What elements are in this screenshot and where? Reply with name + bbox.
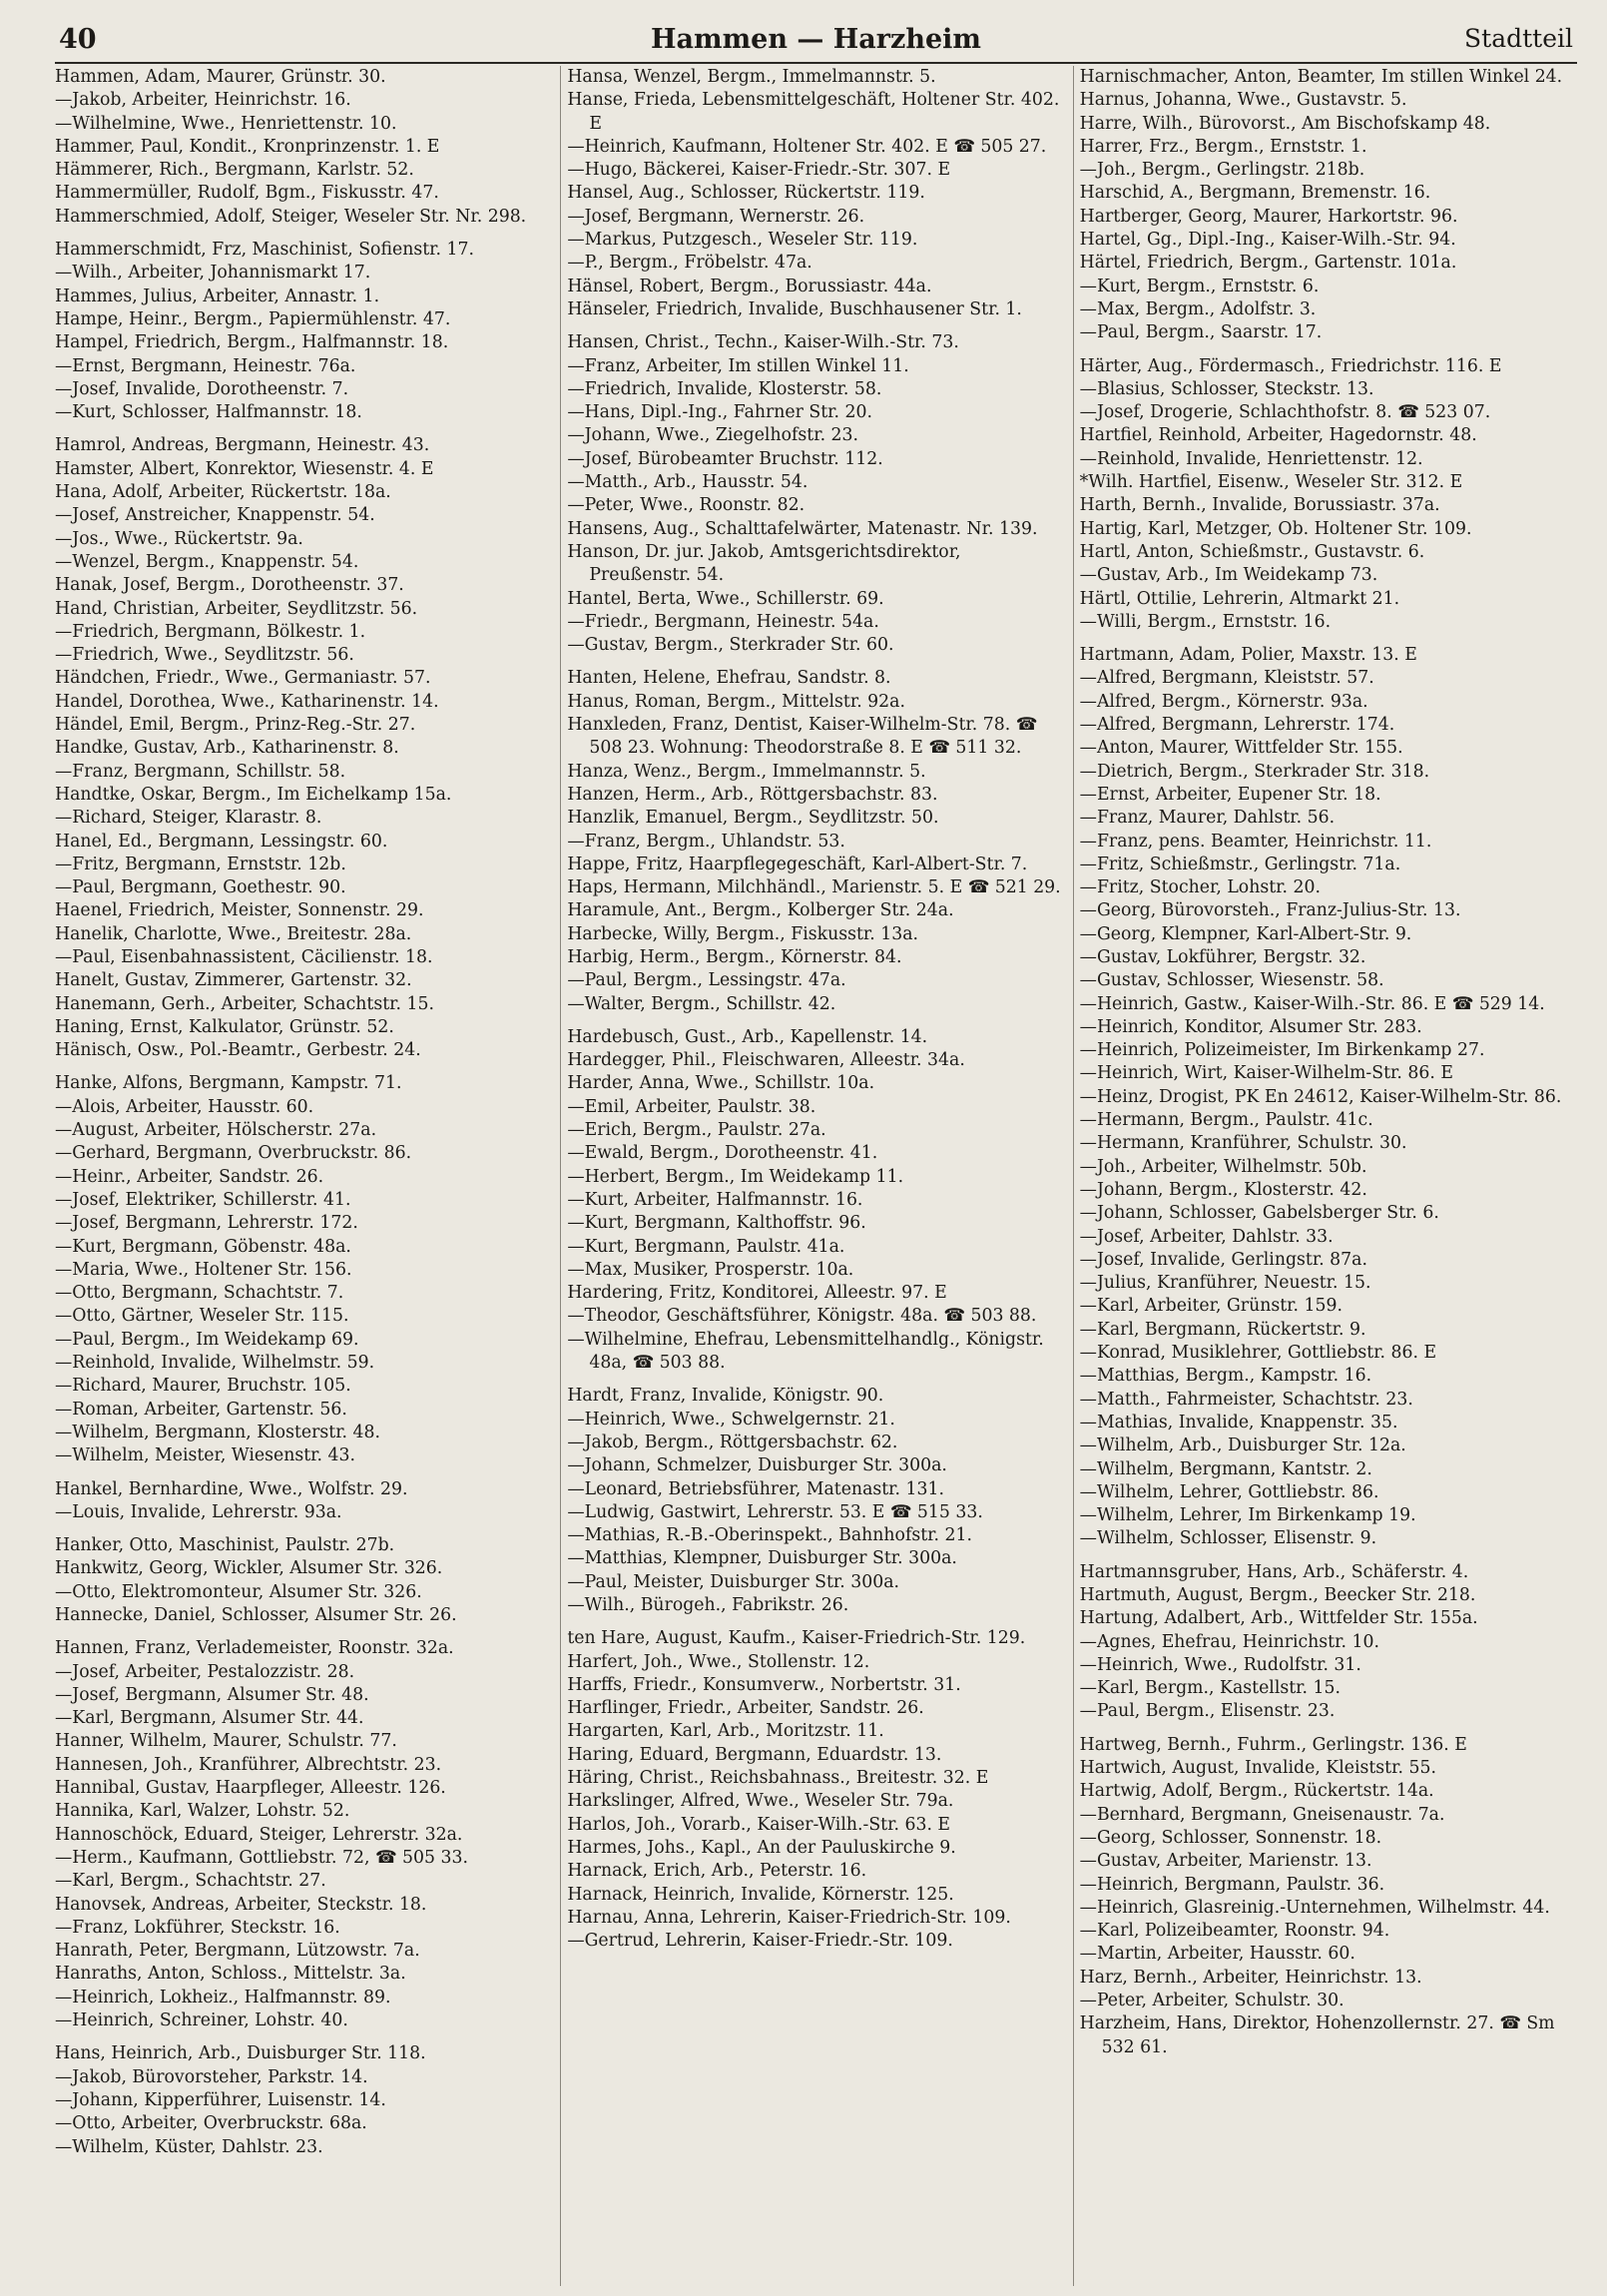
directory-entry: Hartwig, Adolf, Bergm., Rückertstr. 14a.	[1079, 1781, 1434, 1802]
directory-entry: —Ernst, Arbeiter, Eupener Str. 18.	[1079, 784, 1381, 805]
directory-entry: Harrer, Frz., Bergm., Ernststr. 1.	[1079, 136, 1367, 157]
directory-entry: Hanraths, Anton, Schloss., Mittelstr. 3a.	[55, 1964, 406, 1985]
directory-entry: —Fritz, Schießmstr., Gerlingstr. 71a.	[1079, 854, 1401, 874]
directory-entry: Hanzen, Herm., Arb., Röttgersbachstr. 83.	[567, 784, 938, 805]
directory-entry: —Karl, Bergmann, Alsumer Str. 44.	[55, 1708, 364, 1729]
directory-entry: —Markus, Putzgesch., Weseler Str. 119.	[567, 230, 918, 251]
directory-entry: Haramule, Ant., Bergm., Kolberger Str. 24a.	[567, 900, 954, 921]
directory-entry: Härter, Aug., Fördermasch., Friedrichstr. 116. E	[1079, 355, 1502, 376]
directory-entry: Hanza, Wenz., Bergm., Immelmannstr. 5.	[567, 761, 926, 782]
directory-entry: —Johann, Wwe., Ziegelhofstr. 23.	[567, 425, 859, 446]
directory-entry: Hantel, Berta, Wwe., Schillerstr. 69.	[567, 588, 884, 609]
directory-entry: —Heinrich, Polizeimeister, Im Birkenkamp 27.	[1079, 1040, 1485, 1061]
directory-entry: —Richard, Steiger, Klarastr. 8.	[55, 808, 322, 829]
directory-entry: Hansel, Aug., Schlosser, Rückertstr. 119.	[567, 183, 925, 204]
directory-entry: —Franz, Lokführer, Steckstr. 16.	[55, 1917, 340, 1938]
directory-entry: Hanrath, Peter, Bergmann, Lützowstr. 7a.	[55, 1941, 420, 1962]
directory-entry: —Paul, Meister, Duisburger Str. 300a.	[567, 1571, 900, 1592]
directory-entry: —Georg, Klempner, Karl-Albert-Str. 9.	[1079, 923, 1412, 944]
directory-entry: Harffs, Friedr., Konsumverw., Norbertstr. 31.	[567, 1674, 961, 1695]
directory-entry: Hänisch, Osw., Pol.-Beamtr., Gerbestr. 24.	[55, 1040, 421, 1061]
directory-entry: —Heinrich, Wwe., Schwelgernstr. 21.	[567, 1409, 895, 1430]
directory-entry: —Wilhelm, Bergmann, Klosterstr. 48.	[55, 1422, 381, 1442]
directory-entry: —Karl, Bergmann, Rückertstr. 9.	[1079, 1319, 1366, 1340]
directory-entry: —Wilhelmine, Ehefrau, Lebensmittelhandlg., Königstr. 48a, ☎ 503 88.	[567, 1329, 1044, 1374]
district-label: Stadtteil	[1464, 24, 1573, 53]
directory-entry: —Alois, Arbeiter, Hausstr. 60.	[55, 1096, 314, 1117]
directory-entry: —Herbert, Bergm., Im Weidekamp 11.	[567, 1166, 904, 1187]
directory-entry: —Jos., Wwe., Rückertstr. 9a.	[55, 528, 303, 549]
directory-entry: Hanovsek, Andreas, Arbeiter, Steckstr. 18.	[55, 1894, 427, 1915]
directory-entry: Händchen, Friedr., Wwe., Germaniastr. 57.	[55, 668, 431, 689]
directory-entry: Hardt, Franz, Invalide, Königstr. 90.	[567, 1386, 884, 1407]
directory-entry: Haring, Eduard, Bergmann, Eduardstr. 13.	[567, 1744, 942, 1765]
directory-entry: Hartfiel, Reinhold, Arbeiter, Hagedornstr. 48.	[1079, 425, 1477, 446]
directory-entry: Harnau, Anna, Lehrerin, Kaiser-Friedrich-Str. 109.	[567, 1907, 1011, 1928]
directory-entry: ten Hare, August, Kaufm., Kaiser-Friedrich-Str. 129.	[567, 1628, 1026, 1649]
directory-entry: Haning, Ernst, Kalkulator, Grünstr. 52.	[55, 1016, 394, 1037]
column-2	[560, 66, 1072, 2286]
directory-entry: —Ludwig, Gastwirt, Lehrerstr. 53. E ☎ 515 33.	[567, 1501, 983, 1522]
directory-entry: Hammer, Paul, Kondit., Kronprinzenstr. 1. E	[55, 136, 440, 157]
directory-entry: —Gustav, Lokführer, Bergstr. 32.	[1079, 946, 1366, 967]
directory-entry: —Wilhelm, Schlosser, Elisenstr. 9.	[1079, 1528, 1377, 1549]
directory-entry: —Gerhard, Bergmann, Overbruckstr. 86.	[55, 1143, 412, 1164]
directory-entry: —Josef, Elektriker, Schillerstr. 41.	[55, 1189, 351, 1210]
directory-entry: Hartmann, Adam, Polier, Maxstr. 13. E	[1079, 645, 1417, 666]
directory-entry: Hanzlik, Emanuel, Bergm., Seydlitzstr. 50.	[567, 808, 939, 829]
directory-entry: —Friedr., Bergmann, Heinestr. 54a.	[567, 611, 879, 632]
directory-entry: —Paul, Eisenbahnassistent, Cäcilienstr. 18.	[55, 946, 433, 967]
directory-entry: —Georg, Schlosser, Sonnenstr. 18.	[1079, 1827, 1382, 1848]
directory-entry: —Max, Musiker, Prosperstr. 10a.	[567, 1259, 854, 1280]
directory-entry: Hänseler, Friedrich, Invalide, Buschhausener Str. 1.	[567, 298, 1022, 319]
directory-entry: —Peter, Arbeiter, Schulstr. 30.	[1079, 1991, 1344, 2011]
directory-entry: —Dietrich, Bergm., Sterkrader Str. 318.	[1079, 761, 1430, 782]
directory-entry: Hänsel, Robert, Bergm., Borussiastr. 44a.	[567, 276, 932, 296]
directory-entry: —Johann, Schmelzer, Duisburger Str. 300a.	[567, 1455, 947, 1476]
column-3	[1073, 66, 1585, 2286]
directory-entry: —Hermann, Bergm., Paulstr. 41c.	[1079, 1110, 1373, 1131]
directory-entry: —Heinrich, Glasreinig.-Unternehmen, Wilhelmstr. 44.	[1079, 1897, 1550, 1918]
directory-entry: Hanke, Alfons, Bergmann, Kampstr. 71.	[55, 1073, 402, 1094]
directory-entry: —Maria, Wwe., Holtener Str. 156.	[55, 1259, 352, 1280]
directory-entry: Harfert, Joh., Wwe., Stollenstr. 12.	[567, 1651, 870, 1672]
directory-entry: —Gustav, Bergm., Sterkrader Str. 60.	[567, 635, 894, 656]
directory-entry: Härtel, Friedrich, Bergm., Gartenstr. 101a.	[1079, 253, 1457, 274]
directory-entry: Hansens, Aug., Schalttafelwärter, Matenastr. Nr. 139.	[567, 518, 1038, 539]
directory-entry: Hartl, Anton, Schießmstr., Gustavstr. 6.	[1079, 541, 1425, 562]
directory-entry: Hargarten, Karl, Arb., Moritzstr. 11.	[567, 1721, 884, 1742]
directory-entry: —Karl, Bergm., Kastellstr. 15.	[1079, 1678, 1340, 1699]
directory-entry: —Hermann, Kranführer, Schulstr. 30.	[1079, 1133, 1407, 1154]
directory-entry: —Leonard, Betriebsführer, Matenastr. 131.	[567, 1478, 945, 1499]
directory-entry: Hammen, Adam, Maurer, Grünstr. 30.	[55, 67, 386, 87]
directory-entry: —Josef, Arbeiter, Dahlstr. 33.	[1079, 1226, 1334, 1247]
directory-entry: —Paul, Bergm., Lessingstr. 47a.	[567, 970, 846, 991]
directory-entry: Hanse, Frieda, Lebensmittelgeschäft, Holtener Str. 402. E	[567, 90, 1060, 134]
directory-entry: Harlos, Joh., Vorarb., Kaiser-Wilh.-Str. 63. E	[567, 1814, 951, 1835]
directory-entry: Hardering, Fritz, Konditorei, Alleestr. 97. E	[567, 1283, 947, 1304]
directory-entry: Handel, Dorothea, Wwe., Katharinenstr. 14.	[55, 691, 439, 712]
directory-entry: Hartig, Karl, Metzger, Ob. Holtener Str. 109.	[1079, 518, 1472, 539]
directory-entry: Harmes, Johs., Kapl., An der Pauluskirche 9.	[567, 1837, 956, 1858]
directory-entry: —Gertrud, Lehrerin, Kaiser-Friedr.-Str. 109.	[567, 1931, 953, 1952]
directory-entry: —Matthias, Bergm., Kampstr. 16.	[1079, 1366, 1372, 1387]
directory-entry: Hans, Heinrich, Arb., Duisburger Str. 118.	[55, 2043, 426, 2064]
directory-entry: —Heinrich, Wwe., Rudolfstr. 31.	[1079, 1654, 1361, 1675]
directory-entry: —Franz, pens. Beamter, Heinrichstr. 11.	[1079, 831, 1432, 852]
directory-entry: —Joh., Bergm., Gerlingstr. 218b.	[1079, 160, 1365, 181]
directory-entry: Hampel, Friedrich, Bergm., Halfmannstr. 18.	[55, 332, 449, 353]
directory-entry: —Jakob, Arbeiter, Heinrichstr. 16.	[55, 90, 351, 111]
directory-entry: —Kurt, Bergmann, Paulstr. 41a.	[567, 1236, 845, 1257]
directory-entry: —Johann, Kipperführer, Luisenstr. 14.	[55, 2089, 386, 2110]
directory-entry: —Josef, Bergmann, Lehrerstr. 172.	[55, 1213, 358, 1234]
directory-entry: Hartwich, August, Invalide, Kleiststr. 55.	[1079, 1758, 1436, 1779]
directory-entry: Harkslinger, Alfred, Wwe., Weseler Str. 79a.	[567, 1791, 954, 1812]
directory-entry: Hankwitz, Georg, Wickler, Alsumer Str. 326.	[55, 1558, 443, 1579]
directory-entry: —Matthias, Klempner, Duisburger Str. 300a.	[567, 1548, 957, 1569]
column-1	[55, 66, 560, 2286]
page-title: Hammen — Harzheim	[651, 24, 981, 55]
directory-entry: Hanak, Josef, Bergm., Dorotheenstr. 37.	[55, 575, 404, 596]
directory-entry: —Friedrich, Wwe., Seydlitzstr. 56.	[55, 645, 354, 666]
directory-entry: Hankel, Bernhardine, Wwe., Wolfstr. 29.	[55, 1478, 408, 1499]
directory-entry: Hanner, Wilhelm, Maurer, Schulstr. 77.	[55, 1731, 397, 1752]
directory-entry: Hartmannsgruber, Hans, Arb., Schäferstr. 4.	[1079, 1561, 1469, 1582]
directory-entry: —Agnes, Ehefrau, Heinrichstr. 10.	[1079, 1631, 1379, 1652]
directory-entry: —Wilh., Arbeiter, Johannismarkt 17.	[55, 263, 371, 284]
directory-entry: Hannecke, Daniel, Schlosser, Alsumer Str. 26.	[55, 1605, 457, 1625]
directory-entry: Hanten, Helene, Ehefrau, Sandstr. 8.	[567, 668, 891, 689]
directory-entry: Harflinger, Friedr., Arbeiter, Sandstr. 26.	[567, 1698, 924, 1719]
directory-entry: Hardegger, Phil., Fleischwaren, Alleestr. 34a.	[567, 1050, 965, 1071]
directory-entry: Hanus, Roman, Bergm., Mittelstr. 92a.	[567, 691, 905, 712]
directory-entry: —Kurt, Arbeiter, Halfmannstr. 16.	[567, 1189, 863, 1210]
directory-entry: —Max, Bergm., Adolfstr. 3.	[1079, 298, 1317, 319]
directory-entry: —Heinrich, Wirt, Kaiser-Wilhelm-Str. 86. E	[1079, 1063, 1453, 1084]
directory-entry: —Ewald, Bergm., Dorotheenstr. 41.	[567, 1143, 878, 1164]
directory-entry: —Fritz, Stocher, Lohstr. 20.	[1079, 877, 1321, 898]
directory-entry: —Paul, Bergm., Saarstr. 17.	[1079, 322, 1323, 343]
directory-entry: —Josef, Arbeiter, Pestalozzistr. 28.	[55, 1661, 355, 1682]
directory-entry: —Paul, Bergmann, Goethestr. 90.	[55, 877, 346, 898]
directory-entry: Hanel, Ed., Bergmann, Lessingstr. 60.	[55, 831, 388, 852]
directory-entry: Hannesen, Joh., Kranführer, Albrechtstr. 23.	[55, 1754, 442, 1775]
directory-entry: —Jakob, Bergm., Röttgersbachstr. 62.	[567, 1432, 898, 1452]
directory-entry: Harbecke, Willy, Bergm., Fiskusstr. 13a.	[567, 923, 919, 944]
directory-entry: —Mathias, Invalide, Knappenstr. 35.	[1079, 1412, 1398, 1433]
directory-entry: —Franz, Bergm., Uhlandstr. 53.	[567, 831, 845, 852]
directory-entry: —Anton, Maurer, Wittfelder Str. 155.	[1079, 738, 1403, 759]
directory-entry: —Fritz, Bergmann, Ernststr. 12b.	[55, 854, 346, 874]
directory-entry: Hammes, Julius, Arbeiter, Annastr. 1.	[55, 286, 380, 306]
directory-entry: Harschid, A., Bergmann, Bremenstr. 16.	[1079, 183, 1431, 204]
directory-entry: —Franz, Bergmann, Schillstr. 58.	[55, 761, 346, 782]
directory-entry: Hansen, Christ., Techn., Kaiser-Wilh.-Str. 73.	[567, 332, 959, 353]
directory-entry: —Reinhold, Invalide, Wilhelmstr. 59.	[55, 1353, 375, 1374]
directory-entry: —Walter, Bergm., Schillstr. 42.	[567, 993, 836, 1014]
directory-entry: —Hans, Dipl.-Ing., Fahrner Str. 20.	[567, 402, 873, 423]
directory-entry: —Gustav, Arbeiter, Marienstr. 13.	[1079, 1851, 1372, 1872]
directory-entry: —Wenzel, Bergm., Knappenstr. 54.	[55, 551, 359, 572]
directory-entry: Hanemann, Gerh., Arbeiter, Schachtstr. 15.	[55, 993, 434, 1014]
directory-entry: —Heinrich, Schreiner, Lohstr. 40.	[55, 2010, 348, 2031]
directory-entry: —Franz, Arbeiter, Im stillen Winkel 11.	[567, 355, 909, 376]
directory-entry: Handke, Gustav, Arb., Katharinenstr. 8.	[55, 738, 399, 759]
directory-entry: Hannibal, Gustav, Haarpfleger, Alleestr. 126.	[55, 1778, 446, 1799]
directory-entry: —Otto, Bergmann, Schachtstr. 7.	[55, 1283, 344, 1304]
directory-entry: —Alfred, Bergmann, Lehrerstr. 174.	[1079, 715, 1395, 736]
directory-entry: —Wilhelm, Lehrer, Gottliebstr. 86.	[1079, 1481, 1379, 1502]
directory-entry: —Josef, Drogerie, Schlachthofstr. 8. ☎ 523 07.	[1079, 402, 1491, 423]
directory-entry: Harth, Bernh., Invalide, Borussiastr. 37a.	[1079, 495, 1440, 516]
directory-entry: —Josef, Bürobeamter Bruchstr. 112.	[567, 448, 883, 469]
directory-entry: Hartel, Gg., Dipl.-Ing., Kaiser-Wilh.-Str. 94.	[1079, 230, 1456, 251]
directory-entry: —Wilhelm, Bergmann, Kantstr. 2.	[1079, 1458, 1372, 1479]
directory-entry: —Kurt, Bergmann, Kalthoffstr. 96.	[567, 1213, 866, 1234]
directory-entry: —Karl, Arbeiter, Grünstr. 159.	[1079, 1296, 1342, 1317]
directory-entry: Hartung, Adalbert, Arb., Wittfelder Str. 155a.	[1079, 1608, 1478, 1629]
directory-entry: Hämmerer, Rich., Bergmann, Karlstr. 52.	[55, 160, 414, 181]
directory-entry: —Kurt, Schlosser, Halfmannstr. 18.	[55, 402, 362, 423]
directory-entry: —Heinrich, Kaufmann, Holtener Str. 402. E ☎ 505 27.	[567, 136, 1047, 157]
directory-entry: *Wilh. Hartfiel, Eisenw., Weseler Str. 312. E	[1079, 472, 1463, 493]
directory-entry: Händel, Emil, Bergm., Prinz-Reg.-Str. 27.	[55, 715, 416, 736]
directory-entry: —Emil, Arbeiter, Paulstr. 38.	[567, 1096, 816, 1117]
directory-entry: —Blasius, Schlosser, Steckstr. 13.	[1079, 378, 1374, 399]
directory-entry: —Louis, Invalide, Lehrerstr. 93a.	[55, 1501, 342, 1522]
directory-entry: —Matth., Fahrmeister, Schachtstr. 23.	[1079, 1389, 1413, 1410]
directory-entry: Hansa, Wenzel, Bergm., Immelmannstr. 5.	[567, 67, 936, 87]
directory-entry: —Johann, Bergm., Klosterstr. 42.	[1079, 1179, 1367, 1200]
directory-entry: —Karl, Polizeibeamter, Roonstr. 94.	[1079, 1921, 1390, 1942]
directory-entry: Harder, Anna, Wwe., Schillstr. 10a.	[567, 1073, 875, 1094]
directory-entry: Häring, Christ., Reichsbahnass., Breitestr. 32. E	[567, 1768, 989, 1789]
directory-entry: —Heinrich, Konditor, Alsumer Str. 283.	[1079, 1016, 1422, 1037]
directory-entry: —Otto, Arbeiter, Overbruckstr. 68a.	[55, 2113, 367, 2134]
directory-entry: Harz, Bernh., Arbeiter, Heinrichstr. 13.	[1079, 1967, 1422, 1988]
directory-entry: —Kurt, Bergmann, Göbenstr. 48a.	[55, 1236, 351, 1257]
directory-entry: Hana, Adolf, Arbeiter, Rückertstr. 18a.	[55, 482, 391, 503]
directory-entry: —Peter, Wwe., Roonstr. 82.	[567, 495, 805, 516]
directory-entry: Hartberger, Georg, Maurer, Harkortstr. 96.	[1079, 206, 1458, 227]
directory-entry: —Kurt, Bergm., Ernststr. 6.	[1079, 276, 1320, 296]
directory-entry: —Josef, Bergmann, Wernerstr. 26.	[567, 206, 865, 227]
directory-entry: Hamster, Albert, Konrektor, Wiesenstr. 4. E	[55, 458, 434, 479]
directory-entry: Hannika, Karl, Walzer, Lohstr. 52.	[55, 1801, 350, 1822]
directory-entry: Hannoschöck, Eduard, Steiger, Lehrerstr. 32a.	[55, 1824, 463, 1845]
directory-entry: Hampe, Heinr., Bergm., Papiermühlenstr. 47.	[55, 308, 451, 329]
directory-entry: —Konrad, Musiklehrer, Gottliebstr. 86. E	[1079, 1343, 1437, 1364]
directory-entry: Harnischmacher, Anton, Beamter, Im stillen Winkel 24.	[1079, 67, 1563, 87]
directory-columns	[55, 66, 1585, 2286]
directory-entry: Haps, Hermann, Milchhändl., Marienstr. 5. E ☎ 521 29.	[567, 877, 1061, 898]
directory-entry: —Josef, Anstreicher, Knappenstr. 54.	[55, 505, 375, 526]
directory-entry: —Julius, Kranführer, Neuestr. 15.	[1079, 1273, 1371, 1294]
directory-entry: —Matth., Arb., Hausstr. 54.	[567, 472, 808, 493]
directory-entry: —Josef, Bergmann, Alsumer Str. 48.	[55, 1684, 369, 1705]
directory-entry: Haenel, Friedrich, Meister, Sonnenstr. 29.	[55, 900, 424, 921]
directory-entry: Happe, Fritz, Haarpflegegeschäft, Karl-Albert-Str. 7.	[567, 854, 1028, 874]
directory-entry: —Johann, Schlosser, Gabelsberger Str. 6.	[1079, 1203, 1439, 1224]
directory-entry: —Roman, Arbeiter, Gartenstr. 56.	[55, 1399, 347, 1420]
directory-entry: Harzheim, Hans, Direktor, Hohenzollernstr. 27. ☎ Sm 532 61.	[1079, 2013, 1555, 2057]
directory-entry: —Willi, Bergm., Ernststr. 16.	[1079, 611, 1332, 632]
directory-entry: Hannen, Franz, Verlademeister, Roonstr. 32a.	[55, 1638, 454, 1659]
directory-entry: Hamrol, Andreas, Bergmann, Heinestr. 43.	[55, 435, 430, 456]
directory-entry: Hammermüller, Rudolf, Bgm., Fiskusstr. 47.	[55, 183, 439, 204]
directory-entry: —Joh., Arbeiter, Wilhelmstr. 50b.	[1079, 1156, 1367, 1177]
directory-entry: —Heinrich, Bergmann, Paulstr. 36.	[1079, 1874, 1385, 1895]
directory-entry: —Richard, Maurer, Bruchstr. 105.	[55, 1376, 351, 1397]
directory-entry: Hanelik, Charlotte, Wwe., Breitestr. 28a.	[55, 923, 412, 944]
directory-entry: —Wilhelm, Meister, Wiesenstr. 43.	[55, 1445, 355, 1466]
directory-entry: Hartweg, Bernh., Fuhrm., Gerlingstr. 136. E	[1079, 1734, 1467, 1755]
directory-entry: —Wilhelm, Küster, Dahlstr. 23.	[55, 2136, 323, 2157]
directory-entry: Harnack, Erich, Arb., Peterstr. 16.	[567, 1861, 867, 1882]
directory-entry: —Karl, Bergm., Schachtstr. 27.	[55, 1871, 326, 1892]
page-header	[55, 18, 1577, 64]
directory-entry: Hardebusch, Gust., Arb., Kapellenstr. 14.	[567, 1026, 928, 1047]
directory-entry: Härtl, Ottilie, Lehrerin, Altmarkt 21.	[1079, 588, 1400, 609]
directory-entry: —Martin, Arbeiter, Hausstr. 60.	[1079, 1944, 1355, 1965]
directory-entry: —Theodor, Geschäftsführer, Königstr. 48a. ☎ 503 88.	[567, 1306, 1037, 1327]
directory-entry: —Reinhold, Invalide, Henriettenstr. 12.	[1079, 448, 1423, 469]
directory-entry: —Heinrich, Lokheiz., Halfmannstr. 89.	[55, 1987, 391, 2008]
directory-entry: —Wilh., Bürogeh., Fabrikstr. 26.	[567, 1595, 849, 1615]
directory-entry: —Wilhelmine, Wwe., Henriettenstr. 10.	[55, 113, 397, 134]
directory-entry: —Friedrich, Invalide, Klosterstr. 58.	[567, 378, 882, 399]
directory-entry: —Heinrich, Gastw., Kaiser-Wilh.-Str. 86. E ☎ 529 14.	[1079, 993, 1545, 1014]
directory-entry: —Wilhelm, Lehrer, Im Birkenkamp 19.	[1079, 1505, 1416, 1526]
directory-entry: —Gustav, Arb., Im Weidekamp 73.	[1079, 565, 1378, 586]
directory-entry: —Paul, Bergm., Im Weidekamp 69.	[55, 1329, 359, 1350]
directory-entry: Hammerschmied, Adolf, Steiger, Weseler Str. Nr. 298.	[55, 206, 527, 227]
page-number: 40	[59, 24, 97, 55]
directory-entry: —Friedrich, Bergmann, Bölkestr. 1.	[55, 621, 366, 642]
directory-entry: —P., Bergm., Fröbelstr. 47a.	[567, 253, 812, 274]
directory-entry: Hanxleden, Franz, Dentist, Kaiser-Wilhelm-Str. 78. ☎ 508 23. Wohnung: Theodorstraße 8. E ☎ 511 32.	[567, 715, 1038, 759]
directory-entry: —Wilhelm, Arb., Duisburger Str. 12a.	[1079, 1435, 1406, 1456]
directory-entry: —Alfred, Bergm., Körnerstr. 93a.	[1079, 691, 1368, 712]
directory-entry: Hand, Christian, Arbeiter, Seydlitzstr. 56.	[55, 598, 418, 619]
directory-entry: —Erich, Bergm., Paulstr. 27a.	[567, 1120, 826, 1141]
directory-entry: —Josef, Invalide, Dorotheenstr. 7.	[55, 378, 349, 399]
directory-entry: —August, Arbeiter, Hölscherstr. 27a.	[55, 1120, 377, 1141]
directory-entry: Handtke, Oskar, Bergm., Im Eichelkamp 15a.	[55, 784, 452, 805]
directory-entry: Hanelt, Gustav, Zimmerer, Gartenstr. 32.	[55, 970, 412, 991]
directory-entry: —Mathias, R.-B.-Oberinspekt., Bahnhofstr. 21.	[567, 1525, 973, 1546]
directory-entry: —Otto, Elektromonteur, Alsumer Str. 326.	[55, 1581, 422, 1602]
directory-entry: —Herm., Kaufmann, Gottliebstr. 72, ☎ 505 33.	[55, 1847, 468, 1868]
directory-entry: Hanson, Dr. jur. Jakob, Amtsgerichtsdirektor, Preußenstr. 54.	[567, 541, 961, 586]
directory-entry: —Josef, Invalide, Gerlingstr. 87a.	[1079, 1249, 1367, 1270]
directory-entry: —Heinz, Drogist, PK En 24612, Kaiser-Wilhelm-Str. 86.	[1079, 1086, 1562, 1107]
directory-entry: Hanker, Otto, Maschinist, Paulstr. 27b.	[55, 1535, 395, 1556]
directory-entry: Harnack, Heinrich, Invalide, Körnerstr. 125.	[567, 1884, 954, 1905]
directory-entry: Harnus, Johanna, Wwe., Gustavstr. 5.	[1079, 90, 1407, 111]
directory-entry: —Georg, Bürovorsteh., Franz-Julius-Str. 13.	[1079, 900, 1461, 921]
directory-entry: —Otto, Gärtner, Weseler Str. 115.	[55, 1306, 349, 1327]
directory-entry: —Jakob, Bürovorsteher, Parkstr. 14.	[55, 2066, 368, 2087]
directory-entry: —Ernst, Bergmann, Heinestr. 76a.	[55, 355, 356, 376]
directory-entry: —Paul, Bergm., Elisenstr. 23.	[1079, 1701, 1336, 1722]
directory-entry: —Hugo, Bäckerei, Kaiser-Friedr.-Str. 307. E	[567, 160, 951, 181]
directory-entry: Harbig, Herm., Bergm., Körnerstr. 84.	[567, 946, 902, 967]
directory-entry: Hartmuth, August, Bergm., Beecker Str. 218.	[1079, 1585, 1476, 1605]
directory-entry: —Heinr., Arbeiter, Sandstr. 26.	[55, 1166, 324, 1187]
directory-entry: —Franz, Maurer, Dahlstr. 56.	[1079, 808, 1336, 829]
directory-entry: Hammerschmidt, Frz, Maschinist, Sofienstr. 17.	[55, 240, 474, 261]
directory-entry: —Bernhard, Bergmann, Gneisenaustr. 7a.	[1079, 1804, 1445, 1825]
directory-entry: —Gustav, Schlosser, Wiesenstr. 58.	[1079, 970, 1384, 991]
directory-entry: —Alfred, Bergmann, Kleiststr. 57.	[1079, 668, 1374, 689]
directory-entry: Harre, Wilh., Bürovorst., Am Bischofskamp 48.	[1079, 113, 1491, 134]
